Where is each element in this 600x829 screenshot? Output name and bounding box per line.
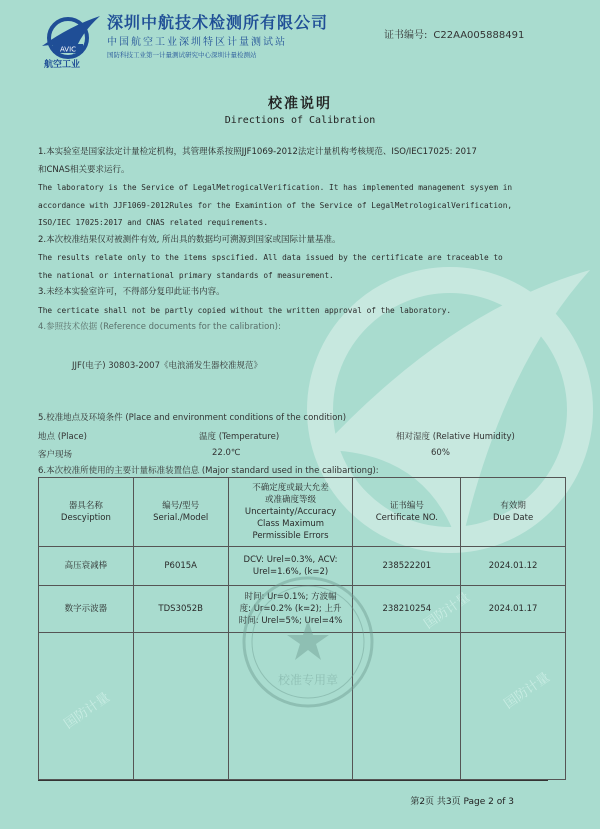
item-2-en: the national or international primary standards of measurement.	[38, 270, 334, 280]
cell-name: 高压衰减棒	[39, 547, 134, 586]
cell-due-date: 2024.01.17	[461, 586, 566, 633]
footer-divider	[38, 780, 548, 781]
header-name: 器具名称 Descyiption	[39, 478, 134, 547]
humidity-label: 相对湿度 (Relative Humidity)	[396, 432, 515, 442]
cert-number-label: 证书编号:	[384, 30, 428, 41]
logo-caption: 航空工业	[44, 60, 81, 70]
header-uncertainty: 不确定度或最大允差 或准确度等级 Uncertainty/Accuracy Class Maximum Permissible Errors	[228, 478, 353, 547]
item-1-en: ISO/IEC 17025:2017 and CNAS related requirements.	[38, 218, 269, 227]
calibration-seal-icon	[238, 572, 378, 712]
cell-uncertainty: 时间: Ur=0.1%; 方波幅 度: Ur=0.2% (k=2); 上升 时间: Urel=5%; Urel=4%	[228, 586, 353, 633]
logo-mark-text: AVIC	[59, 45, 77, 54]
item-3-cn: 3.未经本实验室许可，不得部分复印此证书内容。	[38, 287, 225, 297]
cell-name: 数字示波器	[39, 586, 134, 633]
watermark-text: 国防计量	[61, 690, 113, 733]
temperature-value: 22.0℃	[212, 448, 241, 458]
header-certificate: 证书编号 Certificate NO.	[353, 478, 461, 547]
item-1-en: accordance with JJF1069-2012Rules for the Examintion of the Service of LegalMetrologicalVerification,	[38, 200, 513, 210]
certificate-number	[384, 26, 524, 41]
humidity-value: 60%	[431, 448, 450, 458]
item-2-en: The results relate only to the items spscified. All data issued by the certificate are traceable to	[38, 253, 503, 262]
company-subtitle: 中国航空工业深圳特区计量测试站	[107, 37, 287, 48]
reference-document: JJF(电子) 30803-2007《电浪涌发生器校准规范》	[72, 361, 262, 371]
header-serial: 编号/型号 Serial./Model	[133, 478, 228, 547]
item-4-reference: 4.参照技术依据 (Reference documents for the calibration):	[38, 322, 281, 332]
header-due-date: 有效期 Due Date	[461, 478, 566, 547]
table-header-row	[39, 478, 566, 547]
company-subtitle-2: 国防科技工业第一计量测试研究中心深圳计量检测站	[107, 51, 257, 59]
page-title-en: Directions of Calibration	[224, 115, 376, 126]
cell-serial: P6015A	[133, 547, 228, 586]
item-3-en: The certicate shall not be partly copied without the written approval of the laboratory.	[38, 305, 452, 315]
item-1-en: The laboratory is the Service of LegalMetrogicalVerification. It has implemented management sysyem in	[38, 183, 513, 192]
seal-text: 校准专用章	[277, 673, 339, 687]
cell-certificate: 238210254	[353, 586, 461, 633]
watermark-text: 国防计量	[421, 590, 473, 633]
cell-certificate: 238522201	[353, 547, 461, 586]
watermark-text: 国防计量	[501, 670, 553, 713]
company-name: 深圳中航技术检测所有限公司	[107, 13, 329, 32]
page-number: 第2页 共3页 Page 2 of 3	[410, 797, 514, 807]
item-6-standards: 6.本次校准所使用的主要计量标准装置信息 (Major standard used in the calibartiong):	[38, 466, 379, 476]
cell-serial: TDS3052B	[133, 586, 228, 633]
item-1-cn: 和CNAS相关要求运行。	[38, 164, 130, 175]
cell-due-date: 2024.01.12	[461, 547, 566, 586]
cell-uncertainty: DCV: Urel=0.3%, ACV: Urel=1.6%, (k=2)	[228, 547, 353, 586]
place-label: 地点 (Place)	[38, 432, 87, 442]
directions-text	[38, 144, 558, 337]
item-5-conditions: 5.校准地点及环境条件 (Place and environment conditions of the condition)	[38, 413, 347, 423]
temperature-label: 温度 (Temperature)	[199, 432, 280, 442]
place-value: 客户现场	[38, 450, 73, 460]
item-1-cn: 1.本实验室是国家法定计量检定机构，其管理体系按照JJF1069-2012法定计量机构考核规范、ISO/IEC17025: 2017	[38, 147, 477, 157]
cert-number-value: C22AA005888491	[433, 30, 525, 41]
item-2-cn: 2.本次校准结果仅对被测件有效, 所出具的数据均可溯源到国家或国际计量基准。	[38, 234, 341, 245]
page-title: 校准说明	[268, 96, 332, 112]
